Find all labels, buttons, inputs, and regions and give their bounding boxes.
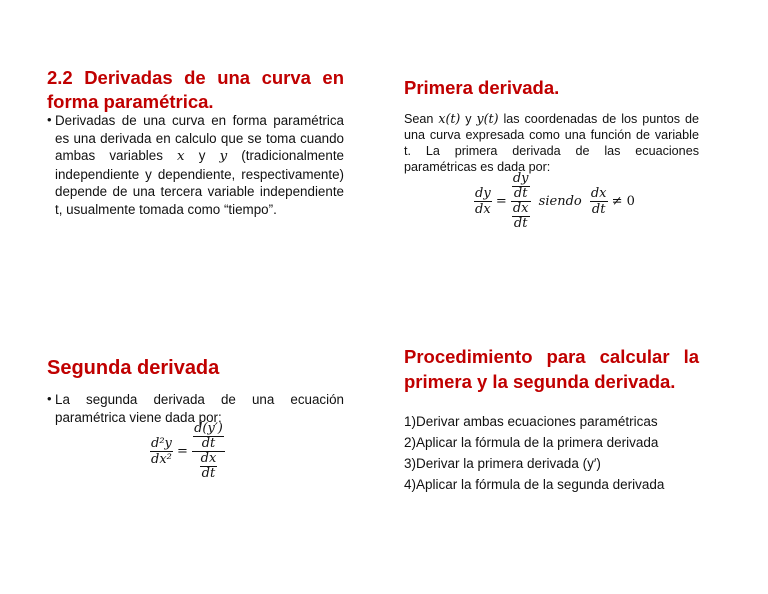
bullet-dot-icon: •	[47, 391, 52, 406]
section-title-procedure: Procedimiento para calcular la primera y la segunda derivada.	[404, 346, 699, 392]
compound-fraction: d(y′) dt dx dt	[194, 421, 223, 481]
bullet-dot-icon: •	[47, 112, 52, 127]
list-item: 1)Derivar ambas ecuaciones paramétricas	[404, 414, 658, 429]
list-item: 4)Aplicar la fórmula de la segunda derivada	[404, 477, 665, 492]
list-item: 3)Derivar la primera derivada (y′)	[404, 456, 601, 471]
bullet-parametric	[47, 112, 344, 218]
parametric-description: Derivadas de una curva en forma paramétrica es una derivada en calculo que se toma cuando ambas variables x y y (tradicionalmente independiente y dependiente, respectivamente) depende de una tercera variable independiente t, usualmente tomada como “tiempo”.	[55, 113, 344, 217]
procedure-steps-list	[404, 411, 664, 495]
list-item: 2)Aplicar la fórmula de la primera derivada	[404, 435, 659, 450]
second-derivative-formula: $\frac{\text{d²y}}{\text{dx²}}$ = d(y′) dt dx dt	[151, 421, 223, 481]
section-title-second-derivative: Segunda derivada	[47, 357, 220, 379]
lhs-fraction: $\frac{\text{d²y}}{\text{dx²}}$	[151, 436, 172, 467]
first-derivative-description: Sean x(t) y y(t) las coordenadas de los puntos de una curva expresada como una función de variable t. La primera derivada de las ecuaciones paramétricas es dada por:	[404, 111, 700, 174]
first-derivative-formula: $\frac{dy}{dx}$ = dy dt dx dt siendo $\frac{dx}{dt}$ ≠ 0	[475, 171, 635, 231]
section-title-parametric: 2.2 Derivadas de una curva en forma paramétrica.	[47, 67, 344, 112]
section-title-first-derivative: Primera derivada.	[404, 77, 560, 98]
second-derivative-description: La segunda derivada de una ecuación paramétrica viene dada por:	[55, 392, 344, 425]
compound-fraction: dy dt dx dt	[512, 171, 529, 231]
lhs-fraction: $\frac{dy}{dx}$	[475, 186, 491, 217]
condition-fraction: $\frac{dx}{dt}$	[590, 186, 607, 217]
